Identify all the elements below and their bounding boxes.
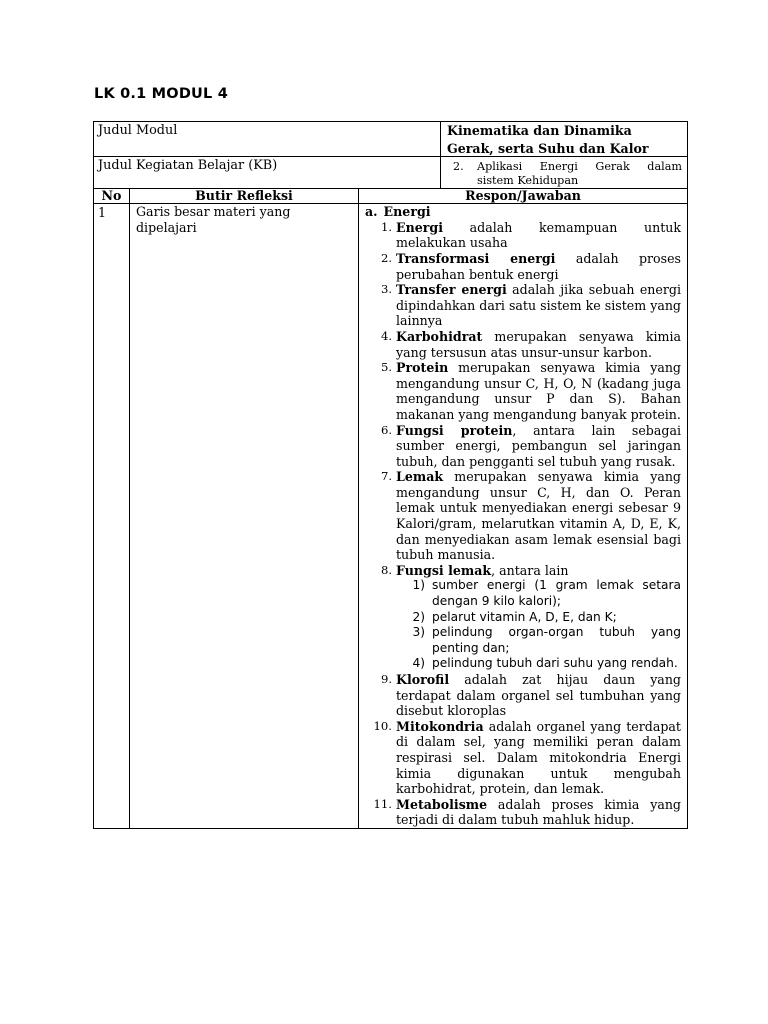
kb-value-line1: Aplikasi Energi Gerak dalam bbox=[477, 160, 682, 174]
materi-list bbox=[362, 220, 681, 828]
list-item bbox=[362, 719, 681, 797]
sub-list-item-text: pelindung tubuh dari suhu yang rendah. bbox=[432, 656, 678, 671]
sub-list-item-number: 1) bbox=[412, 578, 425, 593]
list-item-text: adalah organel yang terdapat di dalam sel, yang memiliki peran dalam respirasi sel. Dalam mitokondria Energi kimia digunakan untuk mengubah karbohidrat, protein, dan lemak. bbox=[396, 718, 681, 797]
list-item-term: Transformasi energi bbox=[396, 250, 556, 266]
list-item-number: 1. bbox=[380, 219, 392, 234]
list-item-body bbox=[396, 469, 681, 563]
list-item-term: Lemak bbox=[396, 469, 444, 485]
section-title: Energi bbox=[383, 204, 431, 220]
list-item-number: 11. bbox=[373, 796, 392, 811]
list-item bbox=[362, 251, 681, 282]
list-item-term: Fungsi protein bbox=[396, 422, 513, 438]
judul-modul-label: Judul Modul bbox=[94, 122, 441, 157]
fungsi-lemak-sublist bbox=[362, 578, 681, 672]
list-item bbox=[362, 220, 681, 251]
sub-list-item bbox=[396, 625, 681, 656]
sub-list-item bbox=[396, 656, 681, 672]
list-item-text: adalah proses perubahan bentuk energi bbox=[396, 250, 681, 282]
list-item-text: adalah kemampuan untuk melakukan usaha bbox=[396, 219, 681, 251]
list-item bbox=[362, 469, 681, 563]
list-item bbox=[362, 282, 681, 329]
document-title: LK 0.1 MODUL 4 bbox=[94, 86, 229, 102]
list-item-number: 7. bbox=[380, 469, 392, 484]
sub-list-item-text: pelindung organ-organ tubuh yang penting dan; bbox=[432, 625, 681, 655]
section-marker: a. bbox=[365, 204, 378, 220]
judul-modul-value-line1: Kinematika dan Dinamika bbox=[447, 123, 632, 138]
list-item-number: 10. bbox=[373, 718, 392, 733]
section-heading bbox=[365, 204, 681, 220]
list-item bbox=[362, 563, 681, 672]
table-row bbox=[94, 204, 688, 829]
sub-list-item bbox=[396, 578, 681, 609]
list-item-number: 2. bbox=[380, 250, 392, 265]
list-item-number: 8. bbox=[380, 562, 392, 577]
list-item-text: merupakan senyawa kimia yang mengandung unsur C, H, dan O. Peran lemak untuk menyediakan energi sebesar 9 Kalori/gram, melarutkan vitamin A, D, E, K, dan menyediakan asam lemak esensial bagi tubuh manusia. bbox=[396, 469, 681, 563]
respon-cell bbox=[359, 204, 688, 829]
reflection-table bbox=[93, 121, 688, 829]
list-item bbox=[362, 360, 681, 422]
list-item-text: adalah jika sebuah energi dipindahkan dari satu sistem ke sistem yang lainnya bbox=[396, 282, 681, 329]
list-item-body bbox=[396, 563, 681, 672]
list-item-body bbox=[396, 251, 681, 282]
kb-number: 2. bbox=[453, 160, 464, 174]
list-item-body bbox=[396, 220, 681, 251]
list-item-term: Klorofil bbox=[396, 672, 450, 687]
sub-list-item bbox=[396, 610, 681, 626]
sub-list-item-number: 3) bbox=[412, 625, 425, 640]
list-item-text: merupakan senyawa kimia yang tersusun atas unsur-unsur karbon. bbox=[396, 328, 681, 360]
kb-label: Judul Kegiatan Belajar (KB) bbox=[94, 157, 441, 189]
col-butir-header: Butir Refleksi bbox=[130, 189, 359, 204]
list-item-term: Metabolisme bbox=[396, 796, 488, 812]
list-item-body bbox=[396, 672, 681, 719]
list-item-body bbox=[396, 360, 681, 422]
list-item-body bbox=[396, 797, 681, 828]
list-item bbox=[362, 672, 681, 719]
sub-list-item-text: pelarut vitamin A, D, E, dan K; bbox=[432, 609, 617, 624]
list-item bbox=[362, 329, 681, 360]
list-item bbox=[362, 797, 681, 828]
list-item-term: Energi bbox=[396, 219, 443, 235]
col-no-header: No bbox=[94, 189, 130, 204]
list-item-number: 5. bbox=[380, 360, 392, 375]
list-item-term: Fungsi lemak bbox=[396, 562, 492, 578]
list-item-term: Karbohidrat bbox=[396, 328, 483, 344]
sub-list-item-text: sumber energi (1 gram lemak setara dengan 9 kilo kalori); bbox=[432, 578, 681, 609]
judul-modul-value bbox=[441, 122, 688, 157]
list-item-text: merupakan senyawa kimia yang mengandung unsur C, H, O, N (kadang juga mengandung unsur P dan S). Bahan makanan yang mengandung banyak protein. bbox=[396, 360, 681, 422]
list-item-term: Protein bbox=[396, 360, 449, 376]
judul-modul-value-line2: Gerak, serta Suhu dan Kalor bbox=[447, 140, 649, 156]
list-item-text: adalah proses kimia yang terjadi di dalam tubuh mahluk hidup. bbox=[396, 796, 681, 828]
col-respon-header: Respon/Jawaban bbox=[359, 189, 688, 204]
list-item-text: adalah zat hijau daun yang terdapat dalam organel sel tumbuhan yang disebut kloroplas bbox=[396, 672, 681, 719]
list-item-term: Mitokondria bbox=[396, 718, 484, 734]
list-item-body bbox=[396, 423, 681, 470]
kb-value-line2: sistem Kehidupan bbox=[477, 174, 579, 188]
list-item-number: 3. bbox=[380, 282, 392, 297]
list-item-text: , antara lain sebagai sumber energi, pembangun sel jaringan tubuh, dan pengganti sel tubuh yang rusak. bbox=[396, 422, 681, 469]
sub-list-item-number: 2) bbox=[412, 609, 425, 624]
list-item-number: 4. bbox=[380, 328, 392, 343]
list-item-number: 9. bbox=[380, 672, 392, 686]
list-item-text: , antara lain bbox=[491, 562, 569, 578]
list-item-body bbox=[396, 329, 681, 360]
judul-modul-row bbox=[94, 122, 688, 157]
kb-row bbox=[94, 157, 688, 189]
list-item-body bbox=[396, 282, 681, 329]
list-item-term: Transfer energi bbox=[396, 282, 507, 298]
list-item-number: 6. bbox=[380, 422, 392, 437]
list-item bbox=[362, 423, 681, 470]
sub-list-item-number: 4) bbox=[412, 656, 425, 671]
column-header-row bbox=[94, 189, 688, 204]
row-number: 1 bbox=[94, 204, 130, 829]
list-item-body bbox=[396, 719, 681, 797]
kb-value bbox=[441, 157, 688, 189]
butir-refleksi-cell: Garis besar materi yang dipelajari bbox=[130, 204, 359, 829]
